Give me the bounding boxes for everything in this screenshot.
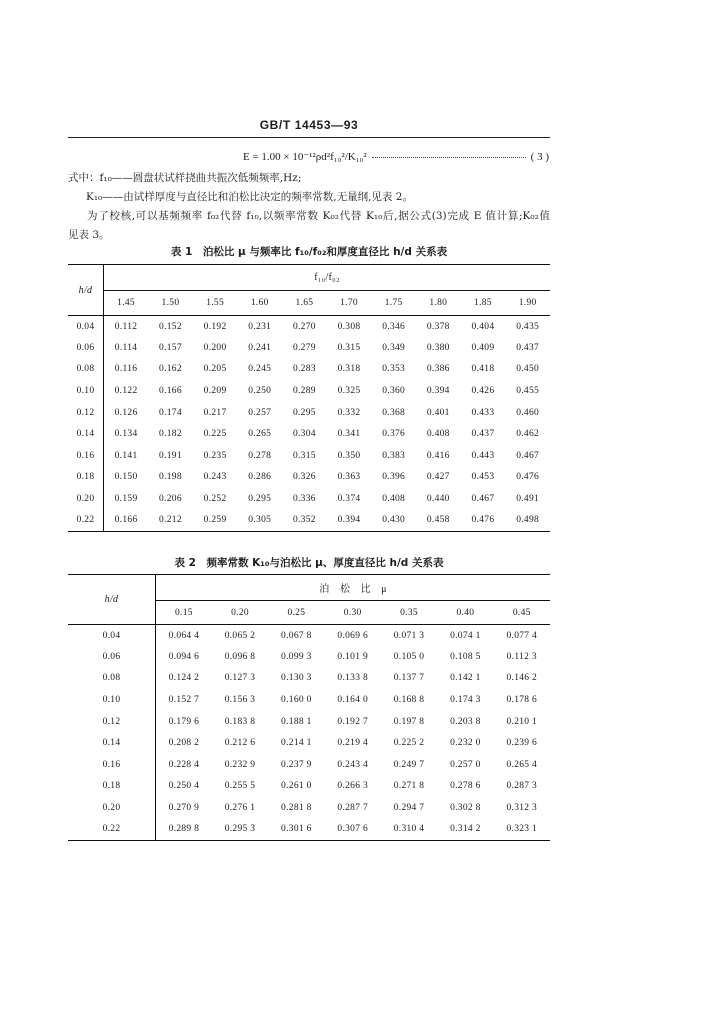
table-row [68, 646, 550, 668]
table-row [68, 754, 550, 776]
table-cell: 0.491 [516, 494, 540, 505]
table-cell: 0.295 3 [224, 824, 256, 835]
table-row [68, 510, 550, 532]
table-cell: 0.212 [159, 515, 182, 526]
table-cell: 0.498 [516, 515, 540, 526]
column-header: 0.15 [156, 601, 212, 625]
table-cell: 0.239 6 [506, 738, 538, 749]
row-label-hd: 0.22 [68, 510, 104, 532]
table-cell: 0.130 3 [281, 673, 312, 684]
table-cell: 0.228 4 [168, 759, 200, 770]
table-row [68, 337, 550, 359]
table-row [68, 467, 550, 489]
table-cell: 0.077 4 [506, 630, 538, 641]
table-cell: 0.286 [248, 472, 272, 483]
column-header: 1.90 [505, 291, 550, 316]
table-cell: 0.276 1 [224, 803, 256, 814]
table-cell: 0.250 [248, 386, 272, 397]
column-header: 0.20 [212, 601, 268, 625]
table-cell: 0.099 3 [281, 651, 312, 662]
table-cell: 0.278 6 [450, 781, 481, 792]
table-cell: 0.346 [382, 321, 406, 332]
column-header: 1.55 [193, 291, 238, 316]
table-cell: 0.157 [159, 342, 182, 353]
table-cell: 0.349 [382, 342, 406, 353]
table-cell: 0.183 8 [224, 716, 256, 727]
table-cell: 0.323 1 [506, 824, 538, 835]
table-cell: 0.325 [337, 386, 361, 397]
table-cell: 0.150 [114, 472, 138, 483]
table-cell: 0.315 [337, 342, 361, 353]
table-cell: 0.433 [471, 407, 495, 418]
table-cell: 0.212 6 [224, 738, 256, 749]
table-row [68, 423, 550, 445]
table-cell: 0.124 2 [168, 673, 200, 684]
table-cell: 0.376 [382, 429, 406, 440]
table-cell: 0.467 [516, 450, 540, 461]
table-cell: 0.289 [292, 386, 316, 397]
table-cell: 0.219 4 [337, 738, 368, 749]
table-row [68, 732, 550, 754]
table-1-group-header-row [68, 265, 550, 291]
column-header: 1.45 [104, 291, 149, 316]
table-cell: 0.315 [292, 450, 316, 461]
table-cell: 0.332 [337, 407, 361, 418]
table-cell: 0.192 7 [337, 716, 368, 727]
table-cell: 0.094 6 [168, 651, 200, 662]
column-header: 1.50 [148, 291, 193, 316]
table-cell: 0.271 8 [393, 781, 425, 792]
table-cell: 0.137 7 [393, 673, 425, 684]
table-cell: 0.443 [471, 450, 495, 461]
row-label-hd: 0.14 [68, 732, 156, 754]
table-cell: 0.112 3 [506, 651, 537, 662]
table-row [68, 797, 550, 819]
table-cell: 0.396 [382, 472, 406, 483]
column-header: 0.45 [494, 601, 550, 625]
table-cell: 0.231 [248, 321, 272, 332]
column-header: 1.75 [371, 291, 416, 316]
row-label-hd: 0.10 [68, 380, 104, 402]
table1-column-header-row [68, 291, 550, 316]
table-cell: 0.159 [114, 494, 138, 505]
table-cell: 0.225 2 [393, 738, 425, 749]
table-cell: 0.245 [248, 364, 272, 375]
table-cell: 0.430 [382, 515, 406, 526]
table-cell: 0.160 0 [281, 695, 312, 706]
table-cell: 0.116 [114, 364, 138, 375]
table-cell: 0.401 [426, 407, 450, 418]
table-cell: 0.257 [248, 407, 272, 418]
table-cell: 0.476 [471, 515, 495, 526]
row-label-hd: 0.04 [68, 316, 104, 338]
table-cell: 0.380 [426, 342, 450, 353]
table-cell: 0.232 0 [450, 738, 481, 749]
table-cell: 0.289 8 [168, 824, 200, 835]
table-cell: 0.261 0 [281, 781, 312, 792]
table-cell: 0.278 [248, 450, 272, 461]
table-cell: 0.122 [114, 386, 138, 397]
table-cell: 0.200 [203, 342, 227, 353]
formula-number: ( 3 ) [530, 151, 549, 163]
row-label-hd: 0.04 [68, 625, 156, 647]
row-label-hd: 0.08 [68, 359, 104, 381]
table-row [68, 488, 550, 510]
table-cell: 0.440 [426, 494, 450, 505]
table-cell: 0.074 1 [450, 630, 481, 641]
table-cell: 0.352 [292, 515, 316, 526]
row-label-hd: 0.16 [68, 445, 104, 467]
table-cell: 0.096 8 [224, 651, 256, 662]
table-cell: 0.208 2 [168, 738, 200, 749]
table-cell: 0.476 [516, 472, 540, 483]
column-header: 0.30 [325, 601, 381, 625]
table-cell: 0.404 [471, 321, 495, 332]
table-cell: 0.326 [292, 472, 316, 483]
table-cell: 0.235 [203, 450, 227, 461]
table-cell: 0.368 [382, 407, 406, 418]
verification-paragraph-line: 见表 3。 [68, 229, 110, 241]
table-cell: 0.427 [426, 472, 450, 483]
table-cell: 0.069 6 [337, 630, 368, 641]
table-cell: 0.188 1 [281, 716, 312, 727]
definition-f10: 式中：f₁₀——圆盘状试样挠曲共振次低频频率,Hz; [68, 172, 302, 184]
table-cell: 0.203 8 [450, 716, 481, 727]
table-cell: 0.460 [516, 407, 540, 418]
table-cell: 0.168 8 [393, 695, 425, 706]
table-cell: 0.270 [292, 321, 316, 332]
table-cell: 0.243 [203, 472, 227, 483]
table-cell: 0.353 [382, 364, 406, 375]
table-cell: 0.462 [516, 429, 540, 440]
table-cell: 0.450 [516, 364, 540, 375]
table-cell: 0.257 0 [450, 759, 481, 770]
table-cell: 0.312 3 [506, 803, 538, 814]
table-cell: 0.209 [203, 386, 227, 397]
row-label-hd: 0.18 [68, 776, 156, 798]
table-cell: 0.281 8 [281, 803, 312, 814]
table-cell: 0.067 8 [281, 630, 312, 641]
table-cell: 0.409 [471, 342, 495, 353]
table-cell: 0.134 [114, 429, 138, 440]
table-cell: 0.108 5 [450, 651, 481, 662]
column-header: 0.40 [437, 601, 493, 625]
table-cell: 0.206 [159, 494, 182, 505]
table-cell: 0.294 7 [393, 803, 425, 814]
table-cell: 0.437 [516, 342, 540, 353]
table-cell: 0.133 8 [337, 673, 368, 684]
table-cell: 0.301 6 [281, 824, 312, 835]
table-cell: 0.360 [382, 386, 406, 397]
table-cell: 0.205 [203, 364, 227, 375]
table-cell: 0.287 3 [506, 781, 538, 792]
table-cell: 0.210 1 [506, 716, 538, 727]
table2-body [68, 625, 550, 841]
table-cell: 0.378 [426, 321, 450, 332]
table-cell: 0.394 [426, 386, 450, 397]
definition-k10: K₁₀——由试样厚度与直径比和泊松比决定的频率常数,无量纲,见表 2。 [86, 191, 413, 203]
table-cell: 0.302 8 [450, 803, 481, 814]
table-cell: 0.162 [159, 364, 182, 375]
table-cell: 0.259 [203, 515, 227, 526]
table-cell: 0.237 9 [281, 759, 312, 770]
table-cell: 0.197 8 [393, 716, 425, 727]
table-cell: 0.336 [292, 494, 316, 505]
row-label-hd: 0.08 [68, 668, 156, 690]
table-cell: 0.174 3 [450, 695, 481, 706]
table-cell: 0.105 0 [393, 651, 425, 662]
table-row [68, 819, 550, 841]
row-label-hd: 0.06 [68, 337, 104, 359]
table-cell: 0.307 6 [337, 824, 368, 835]
table-cell: 0.065 2 [224, 630, 256, 641]
row-header-hd: h/d [68, 575, 156, 625]
table-cell: 0.363 [337, 472, 361, 483]
table-cell: 0.458 [426, 515, 450, 526]
row-label-hd: 0.12 [68, 402, 104, 424]
table-cell: 0.182 [159, 429, 182, 440]
column-group-header: 泊 松 比 μ [156, 575, 551, 601]
table-cell: 0.232 9 [224, 759, 256, 770]
table-cell: 0.141 [114, 450, 138, 461]
table-cell: 0.341 [337, 429, 361, 440]
table-cell: 0.295 [292, 407, 316, 418]
table-cell: 0.064 4 [168, 630, 200, 641]
table-cell: 0.174 [159, 407, 182, 418]
table-row [68, 689, 550, 711]
table-cell: 0.418 [471, 364, 495, 375]
table-cell: 0.101 9 [337, 651, 368, 662]
table-2 [68, 574, 550, 841]
table-cell: 0.164 0 [337, 695, 368, 706]
table-cell: 0.217 [203, 407, 227, 418]
table-cell: 0.386 [426, 364, 450, 375]
row-label-hd: 0.10 [68, 689, 156, 711]
table-cell: 0.283 [292, 364, 316, 375]
table-cell: 0.243 4 [337, 759, 368, 770]
table-cell: 0.146 2 [506, 673, 538, 684]
column-header: 1.60 [237, 291, 282, 316]
table-cell: 0.179 6 [168, 716, 200, 727]
column-header: 1.70 [327, 291, 372, 316]
table-cell: 0.265 4 [506, 759, 538, 770]
table-row [68, 445, 550, 467]
formula-3 [243, 150, 549, 164]
table-cell: 0.156 3 [224, 695, 256, 706]
row-label-hd: 0.20 [68, 797, 156, 819]
column-group-header: f₁₀/f₀₂ [104, 265, 551, 291]
table-cell: 0.383 [382, 450, 406, 461]
table-cell: 0.192 [203, 321, 227, 332]
table-cell: 0.467 [471, 494, 495, 505]
table-cell: 0.314 2 [450, 824, 481, 835]
table-cell: 0.304 [292, 429, 316, 440]
table-cell: 0.241 [248, 342, 272, 353]
table-cell: 0.350 [337, 450, 361, 461]
table-cell: 0.214 1 [281, 738, 312, 749]
table-cell: 0.308 [337, 321, 361, 332]
row-label-hd: 0.06 [68, 646, 156, 668]
table-cell: 0.191 [159, 450, 182, 461]
table-2-title: 表 2 频率常数 K₁₀与泊松比 μ、厚度直径比 h/d 关系表 [174, 557, 444, 569]
table-row [68, 380, 550, 402]
table-cell: 0.408 [426, 429, 450, 440]
table-cell: 0.250 4 [168, 781, 200, 792]
table-cell: 0.126 [114, 407, 138, 418]
table-cell: 0.287 7 [337, 803, 368, 814]
table-cell: 0.266 3 [337, 781, 368, 792]
column-header: 1.65 [282, 291, 327, 316]
table-cell: 0.152 7 [168, 695, 200, 706]
table-cell: 0.318 [337, 364, 361, 375]
table-cell: 0.453 [471, 472, 495, 483]
table-1 [68, 264, 550, 532]
table-cell: 0.295 [248, 494, 272, 505]
column-header: 0.25 [268, 601, 324, 625]
table-cell: 0.394 [337, 515, 361, 526]
row-label-hd: 0.14 [68, 423, 104, 445]
table-cell: 0.152 [159, 321, 182, 332]
standard-code: GB/T 14453—93 [259, 118, 359, 132]
table-cell: 0.408 [382, 494, 406, 505]
table-cell: 0.112 [114, 321, 138, 332]
table-cell: 0.279 [292, 342, 316, 353]
column-header: 1.85 [461, 291, 506, 316]
table-cell: 0.374 [337, 494, 361, 505]
table-2-head [68, 575, 550, 625]
table-2-group-header-row [68, 575, 550, 601]
table-cell: 0.435 [516, 321, 540, 332]
table-cell: 0.437 [471, 429, 495, 440]
table-cell: 0.426 [471, 386, 495, 397]
table-cell: 0.178 6 [506, 695, 538, 706]
column-header: 1.80 [416, 291, 461, 316]
table-cell: 0.114 [114, 342, 138, 353]
table-cell: 0.166 [159, 386, 182, 397]
table-row [68, 776, 550, 798]
table-cell: 0.071 3 [393, 630, 425, 641]
formula-leader-dots [372, 157, 526, 158]
table-row [68, 316, 550, 338]
table-row [68, 668, 550, 690]
row-label-hd: 0.22 [68, 819, 156, 841]
table-1-head [68, 265, 550, 316]
column-header: 0.35 [381, 601, 437, 625]
table-1-title: 表 1 泊松比 μ 与频率比 f₁₀/f₀₂和厚度直径比 h/d 关系表 [170, 246, 448, 258]
table-cell: 0.198 [159, 472, 182, 483]
table-cell: 0.310 4 [393, 824, 425, 835]
table-row [68, 711, 550, 733]
table-row [68, 402, 550, 424]
row-header-hd: h/d [68, 265, 104, 316]
table-cell: 0.225 [203, 429, 227, 440]
row-label-hd: 0.12 [68, 711, 156, 733]
table-cell: 0.127 3 [224, 673, 256, 684]
table-cell: 0.455 [516, 386, 540, 397]
table-cell: 0.265 [248, 429, 272, 440]
table-cell: 0.416 [426, 450, 450, 461]
table-cell: 0.305 [248, 515, 272, 526]
table-row [68, 625, 550, 647]
table1-body [68, 316, 550, 532]
row-label-hd: 0.16 [68, 754, 156, 776]
table-cell: 0.249 7 [393, 759, 425, 770]
verification-paragraph-line: 为了校核,可以基频频率 f₀₂代替 f₁₀,以频率常数 K₀₂代替 K₁₀后,据公式(3)完成 E 值计算;K₀₂值 [87, 210, 550, 222]
table-cell: 0.255 5 [224, 781, 256, 792]
formula-expression: E = 1.00 × 10⁻¹²ρd²f₁₀²/K₁₀² [243, 151, 367, 163]
row-label-hd: 0.20 [68, 488, 104, 510]
table-row [68, 359, 550, 381]
table-cell: 0.142 1 [450, 673, 481, 684]
row-label-hd: 0.18 [68, 467, 104, 489]
table-cell: 0.270 9 [168, 803, 200, 814]
header-rule [68, 137, 550, 138]
table-cell: 0.166 [114, 515, 138, 526]
table-cell: 0.252 [203, 494, 227, 505]
